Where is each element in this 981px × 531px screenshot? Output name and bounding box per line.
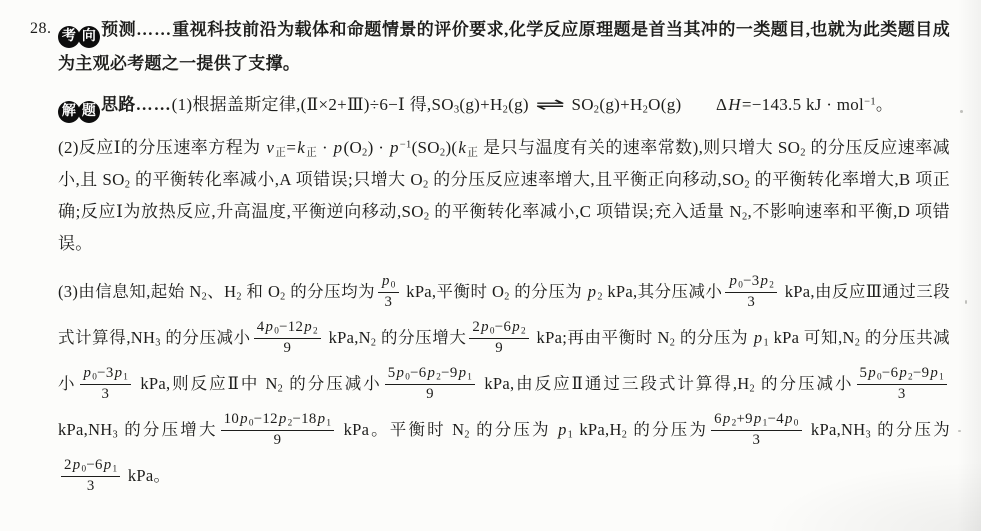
item-body	[58, 14, 950, 499]
badge-char-xiang: 向	[78, 26, 100, 48]
fraction: $\frac{2p_0-6p_1}{3}$	[61, 457, 120, 495]
question-item-28	[30, 14, 950, 499]
scan-artifact	[960, 110, 963, 113]
solution-step-3-text: (3)由信息知,起始 $N_2$、$H_2$ 和 $O_2$ 的分压均为 $\frac{p_0}{3}$ kPa,平衡时 $O_2$ 的分压为 $p_2$ kPa,其分压减小 $\frac{p_0-3p_2}{3}$ kPa,由反应Ⅲ通过三段式计算得$,NH_3$ 的分压减小 $\frac{4p_0-12p_2}{9}$ $kPa,N_2$ 的分压增大 $\frac{2p_0-6p_2}{9}$ kPa;再由平衡时 $N_2$ 的分压为 $p_1$ kPa 可知$,N_2$ 的分压共减小 $\frac{p_0-3p_1}{3}$ kPa,则反应Ⅱ中 $N_2$ 的分压减小 $\frac{5p_0-6p_2-9p_1}{9}$ kPa,由反应Ⅱ通过三段式计算得$,H_2$ 的分压减小 $\frac{5p_0-6p_2-9p_1}{3}$ $kPa,NH_3$ 的分压增大 $\frac{10p_0-12p_2-18p_1}{9}$ kPa。平衡时 $N_2$ 的分压为 $p_1$ $kPa,H_2$ 的分压为 $\frac{6p_2+9p_1-4p_0}{3}$ $kPa,NH_3$ 的分压为 $\frac{2p_0-6p_1}{3}$ kPa。	[58, 273, 951, 494]
solution-paragraph-1	[58, 89, 950, 123]
prediction-badge	[58, 26, 100, 48]
badge-char-ti: 题	[78, 101, 100, 123]
prediction-ellipsis: ……	[136, 20, 173, 39]
scan-artifact	[965, 300, 967, 304]
fraction: $\frac{p_0}{3}$	[378, 273, 399, 311]
prediction-paragraph	[58, 14, 950, 80]
fraction: $\frac{5p_0-6p_2-9p_1}{3}$	[857, 365, 947, 403]
solution-paragraph-2	[58, 132, 950, 260]
fraction: $\frac{4p_0-12p_2}{9}$	[254, 319, 321, 357]
fraction: $\frac{6p_2+9p_1-4p_0}{3}$	[711, 411, 801, 449]
fraction: $\frac{2p_0-6p_2}{9}$	[469, 319, 528, 357]
solution-badge	[58, 101, 100, 123]
solution-ellipsis: ……	[135, 95, 172, 114]
badge-char-kao: 考	[58, 26, 80, 48]
equilibrium-arrow: ⇌	[534, 95, 566, 115]
prediction-text: 重视科技前沿为载体和命题情景的评价要求,化学反应原理题是首当其冲的一类题目,也就为此类题目成为主观必考题之一提供了支撑。	[58, 20, 950, 73]
scan-artifact	[958, 430, 961, 432]
solution-paragraph-3	[58, 269, 950, 499]
item-number: 28.	[30, 20, 52, 37]
prediction-label: 预测	[101, 20, 137, 39]
badge-char-jie: 解	[58, 101, 80, 123]
solution-step-1-text: (1)根据盖斯定律,(Ⅱ×2+Ⅲ)÷6−Ⅰ 得$,SO_3(g)+H_2(g)$ ⇌ $SO_2(g)+H_2O(g)$ ΔH=−143.5 kJ · mol$^{-1}$。	[172, 95, 894, 114]
fraction: $\frac{p_0-3p_1}{3}$	[80, 365, 132, 403]
fraction: $\frac{10p_0-12p_2-18p_1}{9}$	[221, 411, 335, 449]
fraction: $\frac{p_0-3p_2}{3}$	[725, 273, 777, 311]
solution-step-2-text: (2)反应Ⅰ的分压速率方程为 $v_正=k_正 \cdot p(O_2) \cdot p^{-1}(SO_2)(k_正$ 是只与温度有关的速率常数),则只增大 $SO_2$ 的分压反应速率减小,且 $SO_2$ 的平衡转化率减小,A 项错误;只增大 $O_2$ 的分压反应速率增大,且平衡正向移动$,SO_2$ 的平衡转化率增大,B 项正确;反应Ⅰ为放热反应,升高温度,平衡逆向移动$,SO_2$ 的平衡转化率减小,C 项错误;充入适量 $N_2$,不影响速率和平衡,D 项错误。	[58, 138, 951, 253]
solution-label: 思路	[101, 95, 136, 114]
fraction: $\frac{5p_0-6p_2-9p_1}{9}$	[385, 365, 475, 403]
